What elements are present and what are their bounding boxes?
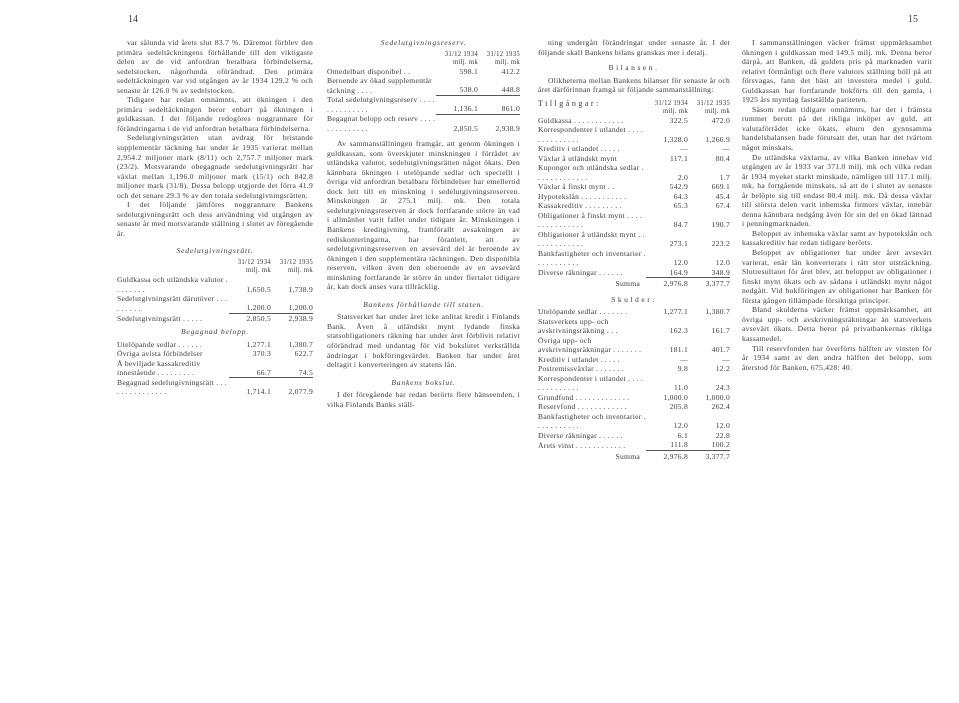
col1-head-a: 31/12 1934 — [237, 259, 271, 267]
table-row-value-a: 1,200.0 — [229, 294, 271, 313]
liability-row — [538, 402, 730, 412]
asset-row-label: Kreditiv i utlandet . . . . . — [538, 144, 620, 154]
liability-row-value-a: 1,000.0 — [663, 392, 688, 402]
asset-row — [538, 144, 730, 154]
asset-row-value-b: 190.7 — [711, 220, 730, 230]
liability-row — [538, 307, 730, 317]
liability-row — [538, 355, 730, 365]
column-3 — [538, 38, 730, 461]
table-row-label: Total sedelutgivningsreserv . . . . . . . . . . . . . . — [327, 95, 435, 114]
col2-unit-a: milj. mk — [452, 58, 478, 66]
asset-row-label: Bankfastigheter och inventarier . . . . . . . . . . . — [538, 248, 646, 268]
asset-row-value-b: 67.4 — [715, 201, 730, 211]
asset-row-label: Hypotekslån . . . . . . . . . . . — [538, 191, 627, 201]
liability-row-label: Kreditiv i utlandet . . . . . — [538, 354, 620, 364]
liability-row-value-b: 1,000.0 — [705, 392, 730, 402]
table-row-label: Sedelutgivningsrätt därutöver . . . . . . . . . — [117, 294, 228, 313]
asset-row-value-a: 542.9 — [669, 182, 688, 192]
asset-row-label: Växlar å finskt mynt . . — [538, 182, 615, 192]
asset-row-value-a: 12.0 — [673, 258, 688, 268]
table-row-value-a: 1,714.1 — [229, 378, 271, 397]
table-row — [327, 95, 520, 114]
table-row — [117, 359, 313, 378]
assets-unit-b: milj. mk — [704, 107, 730, 115]
table-row-value-b: 1,380.7 — [288, 339, 313, 349]
liability-row-label: Postremissväxlar . . . . . . . — [538, 364, 624, 374]
table-row — [327, 76, 520, 95]
liability-row-label: Utelöpande sedlar . . . . . . . — [538, 307, 628, 317]
col3-paragraphs — [538, 38, 730, 57]
asset-row-value-b: 12.0 — [715, 258, 730, 268]
asset-row-value-b: 472.0 — [711, 115, 730, 125]
table-row-value-b: 1,200.0 — [271, 294, 313, 313]
liab-sum-a: 2,976.8 — [646, 450, 688, 461]
liability-row-value-b: 12.2 — [715, 364, 730, 374]
col1-unit-b: milj. mk — [287, 267, 313, 275]
liability-row-value-a: 111.8 — [670, 440, 688, 450]
body-paragraph: Bland skulderna väcker främst uppmärksamhet, att övriga upp- och avskrivningsräkningar än statsverkets avsevärt ökats. Detta beror på privatbankernas riklíga kassamedel. — [742, 305, 932, 343]
liability-row — [538, 374, 730, 393]
liability-row-label: Grundfond . . . . . . . . . . . . . — [538, 392, 630, 402]
table-row-label: Guldkassa och utländska valutor . . . . . . . . — [117, 275, 228, 294]
asset-row-value-a: 65.3 — [673, 201, 688, 211]
liability-row — [538, 364, 730, 374]
table-row-value-b: 1,738.9 — [288, 284, 313, 294]
table-row — [117, 349, 313, 359]
table-row-label: Begagnad sedelutgivningsrätt . . . . . . . . . . . . . . . — [117, 377, 227, 397]
col2-table-title: Sedelutgivningsreserv. — [380, 38, 467, 47]
table-row-value-b: 448.8 — [478, 76, 520, 95]
col1-paragraphs — [117, 38, 313, 238]
liability-row-value-a: 181.1 — [669, 345, 688, 355]
liability-row-label: Årets vinst . . . . . . . . . . . . — [538, 440, 626, 450]
liabilities-table — [538, 307, 730, 461]
table-row — [117, 378, 313, 397]
liability-row-value-b: 1,380.7 — [705, 307, 730, 317]
liab-sum-label: Summa — [615, 451, 640, 461]
asset-row-value-b: 669.1 — [711, 182, 730, 192]
asset-row-value-a: — — [680, 144, 688, 154]
asset-row-value-b: 348.9 — [711, 267, 730, 277]
right-page-number: 15 — [908, 14, 918, 25]
col1-head-b: 31/12 1935 — [279, 259, 313, 267]
col1-table-title: Sedelutgivningsrätt. — [176, 246, 254, 256]
table-row-value-b: 74.5 — [271, 359, 313, 378]
asset-row — [538, 154, 730, 164]
body-paragraph: De utländska växlarna, av vilka Banken innehav vid utgången av år 1933 var 371.0 milj. mk och vilka redan år 1934 myeket starkt minskade, nämligen till 117.1 milj. mk, ha fortgående minskats, så att de i slutet av senaste år belöpte sig till endast 80.4 milj. mk. Då dessa växlar till största delen varit inhemska firmors växlar, innebär denna kännbara nedgång även för sin del en ökad lättnad i penningmarknaden. — [742, 152, 932, 229]
assets-title: Tillgångar: — [538, 98, 601, 108]
col2-table — [327, 51, 520, 134]
asset-row — [538, 211, 730, 230]
table-row-label: Utelöpande sedlar . . . . . . — [117, 339, 203, 349]
body-paragraph: I det följande jämföres noggrannare Bankens sedelutgivningsrätt och dess användning vid utgången av senaste år med motsvarande ställning i slutet av föregående år. — [117, 200, 313, 238]
body-paragraph: I sammanställningen väcker främst uppmärksamhet ökningen i guldkassan med 149.5 milj. mk. Denna beror därpå, att Banken, då guldets pris på marknaden varit relativt förmånligt och flere valutors ställning höll på att försvagas, fann det bäst att investera medel i guld. Guldkassan har fortfarande bokförts till den gamla, i 1925 års myntlag fastställda pariteten. — [742, 38, 932, 105]
body-paragraph: Till reservfonden har överförts hälften av vinsten för år 1934 samt av den andra hälften det belopp, som återstod för Banken, 675,428: 40. — [742, 343, 932, 372]
col1-table — [117, 259, 313, 323]
table-row-value-b: 2,938.9 — [271, 313, 313, 323]
liab-title: Skulder: — [611, 294, 657, 304]
table-row-value-a: 2,850.5 — [436, 114, 478, 133]
table-row-value-a: 2,850.5 — [229, 313, 271, 323]
asset-row — [538, 268, 730, 278]
liability-row — [538, 440, 730, 450]
liability-row-value-a: 11.0 — [673, 383, 688, 393]
table-row — [327, 114, 520, 133]
liab-sum-b: 3,377.7 — [688, 450, 730, 461]
liability-row — [538, 317, 730, 336]
asset-row-value-b: 1.7 — [719, 172, 730, 182]
liability-row-label: Reservfond . . . . . . . . . . . . — [538, 402, 628, 412]
liability-row-value-a: 1,277.1 — [663, 307, 688, 317]
assets-unit-a: milj. mk — [662, 107, 688, 115]
table-row-label: Beroende av ökad supplementär täckning . . . . — [327, 76, 432, 95]
liability-row — [538, 393, 730, 403]
table-row-value-a: 598.1 — [459, 66, 478, 76]
table-row — [117, 340, 313, 350]
body-paragraph: Statsverket har under året icke anlitat kredit i Finlands Bank. Även å utländskt mynt lydande finska statsobligationers räkning har under året förblivit relativt oförändrad med undantag för vid bokslutet verkställda ändringar i bokföringsvärdet. Banken har under året deltagit i konverteringen av statens lån. — [327, 312, 520, 370]
col3-heading-bilansen: Bilansen. — [608, 63, 660, 73]
table-row — [117, 294, 313, 313]
liability-row-label: Diverse räkningar . . . . . . — [538, 430, 623, 440]
asset-row-value-a: 322.5 — [669, 115, 688, 125]
asset-row-value-b: 223.2 — [711, 239, 730, 249]
asset-row-value-a: 117.1 — [669, 153, 688, 163]
liability-row-value-a: — — [680, 354, 688, 364]
col2-paragraphs-2 — [327, 312, 520, 369]
liability-row-value-b: 24.3 — [715, 383, 730, 393]
asset-row-label: Korrespondenter i utlandet . . . . . . . . . . . . . . — [538, 125, 644, 144]
body-paragraph: Av sammanställningen framgår, att genom ökningen i guldkassan, som överskjuter minskningen i förrådet av utländska valutor, sedelutgivningsrätten något ökats. Den kännbara ökningen i utelöpande sedlar och speciellt i övriga vid anfordran betalbara förbindelser har emellertid dock lett till en minskning i sedelutgivningsreserven. Minskningen är 275.1 milj. mk. Den totala sedelutgivningsreserven är dock fortfarande större än vad i allmänhet varit fallet under tidigare år. Minskningen i Bankens kreditgivning, framförallt avsakningen av rediskonteringarna, har föranlett, att av sedelutgivningsreserven en avsevärd del är beroende av ökningen i den supplementära täckningen. Den disponibla reserven, vilken även den oberoende av en avsevärd minskning fortfarande är större än under flertalet tidigare år, kan dock anses vara tillräcklig. — [327, 139, 520, 292]
asset-row-value-b: 80.4 — [715, 153, 730, 163]
col2-unit-b: milj. mk — [494, 58, 520, 66]
body-paragraph: I det föregående har redan berörts flere hänseenden, i vilka Finlands Banks ställ- — [327, 390, 520, 409]
body-paragraph: Såsom redan tidigare omnämnts, har det i främsta rummet berott på det rikliga inköpet av guld, att valutaförrådet icke ökats, ehuru den gynnsamma handelsbalansen hade förutsatt det, utan har det tvärtom något minskats. — [742, 104, 932, 153]
asset-row-label: Kassakreditiv . . . . . . . . . — [538, 201, 622, 211]
asset-row-value-a: 64.3 — [673, 191, 688, 201]
liability-row-value-b: 100.2 — [711, 440, 730, 450]
column-1 — [117, 38, 313, 397]
table-row-value-a: 370.3 — [252, 349, 271, 359]
assets-head-a: 31/12 1934 — [654, 99, 688, 107]
table-row — [117, 313, 313, 323]
table-row-label: Övriga avista förbindelser — [117, 349, 203, 359]
table-row-value-b: 2,938.9 — [478, 114, 520, 133]
asset-row-label: Diverse räkningar . . . . . . — [538, 268, 623, 278]
asset-row — [538, 163, 730, 182]
body-paragraph: Tidigare har redan omnämnts, att ökningen i den primära sedeltäckningen beror enbart på ökningen i guldkassan. I det följande redogöres noggrannare för förändringarna i de vid anfordran betalbara förbindelserna. — [117, 95, 313, 133]
table-row-label: Omedelbart disponibel . . — [327, 66, 411, 76]
liability-row-value-a: 9.8 — [677, 364, 688, 374]
table-row-value-a: 538.0 — [436, 76, 478, 95]
asset-row — [538, 230, 730, 249]
table-row-label: Sedelutgivningsrätt . . . . . — [117, 313, 203, 323]
liability-row-label: Korrespondenter i utlandet . . . . . . . . . . . . . . — [538, 373, 644, 393]
body-paragraph: ning undergått förändringar under senaste år. I det följande skall Bankens bilans granskas mer i detalj. — [538, 38, 730, 57]
table-row-label: Å beviljade kassakreditiv innestående . . . . . . . . . — [117, 358, 201, 378]
liability-row-label: Statsverkets upp- och avskrivningsräkning . . . — [538, 316, 618, 336]
body-paragraph: Beloppet av obligationer har under året avsevärt varierat, enär lån konverterats i rätt stor utsträckning. Slutresultatet för året blev, att beloppet av obligationer i finskt mynt ökats och av sådana i utländskt mynt något nedgått. Vid bokföringen av obligationer har Banken för första gången tillämpade försiktiga principer. — [742, 248, 932, 305]
col2-head-a: 31/12 1934 — [444, 50, 478, 58]
liability-row-value-b: 401.7 — [711, 345, 730, 355]
body-paragraph: Sedelutgivningsrätten utan avdrag för bristande supplementär täckning har under år 1935 varierat mellan 2,954.2 miljoner mark (8/11) och 2,757.7 miljoner mark (23/2). Motsvarande obegagnade sedelutgivningsrätt har växlat mellan 1,196.0 miljoner mark (15/1) och 842.8 miljoner mark (31/8). Dessa belopp utgjorde det förra 41.9 och det senare 29.3 % av den totala sedelutgivningsrätten. — [117, 133, 313, 200]
liability-row-value-a: 6.1 — [677, 430, 688, 440]
col1-sub-title: Begagnad belopp. — [180, 327, 250, 337]
asset-row-label: Guldkassa . . . . . . . . . . . . — [538, 115, 624, 125]
liability-row-value-b: — — [722, 354, 730, 364]
table-row-value-b: 412.2 — [501, 66, 520, 76]
table-row-value-a: 1,136.1 — [436, 95, 478, 114]
asset-row-value-b: 45.4 — [715, 191, 730, 201]
liability-row-value-a: 12.0 — [673, 421, 688, 431]
col2-heading-state: Bankens förhållande till staten. — [363, 299, 484, 309]
asset-row-value-a: 84.7 — [673, 220, 688, 230]
table-row-value-b: 861.0 — [478, 95, 520, 114]
col2-heading-bokslut: Bankens bokslut. — [391, 377, 456, 387]
table-row-value-a: 66.7 — [229, 359, 271, 378]
asset-row-value-a: 164.9 — [669, 267, 688, 277]
col2-paragraphs — [327, 139, 520, 292]
asset-row-value-a: 1,328.0 — [663, 134, 688, 144]
assets-sum-label: Summa — [615, 279, 640, 289]
body-paragraph: var sålunda vid årets slut 83.7 %. Däremot förblev den primära sedeltäckningens förhållande till den viktigaste delen av de vid anfordran betalbara förbindelserna, sedelstocken, någorlunda oförändrad. Den primära sedeltäckningen var vid utgången av år 1934 129.2 % och senaste år 126.0 % av sedelstocken. — [117, 38, 313, 95]
table-row — [117, 275, 313, 294]
table-row-value-b: 2,077.9 — [271, 378, 313, 397]
table-row — [327, 67, 520, 77]
column-4 — [742, 38, 932, 372]
asset-row — [538, 182, 730, 192]
asset-row — [538, 249, 730, 268]
asset-row-label: Växlar å utländskt mynt — [538, 153, 617, 163]
col3-paragraphs-2 — [538, 76, 730, 95]
asset-row-label: Obligationer å utländskt mynt . . . . . . . . . . . . . — [538, 229, 645, 249]
asset-row-label: Kuponger och utländska sedlar . . . . . . . . . . . . . — [538, 163, 644, 182]
asset-row-value-b: 1,266.9 — [705, 134, 730, 144]
table-row-value-a: 1,650.5 — [246, 284, 271, 294]
table-row-value-a: 1,277.1 — [246, 339, 271, 349]
asset-row — [538, 201, 730, 211]
liability-row-value-a: 205.8 — [669, 402, 688, 412]
asset-row-label: Obligationer å finskt mynt . . . . . . . . . . . . . . . — [538, 210, 643, 230]
assets-head-b: 31/12 1935 — [696, 99, 730, 107]
table-row-value-b: 622.7 — [294, 349, 313, 359]
liability-row-value-b: 22.8 — [715, 430, 730, 440]
liability-row-value-b: 12.0 — [715, 421, 730, 431]
table-row-label: Begagnat belopp och reserv . . . . . . . . . . . . . . — [327, 114, 436, 133]
body-paragraph: Beloppet av inhemska växlar samt av hypotekslån och kassakreditiv har redan tidigare berörts. — [742, 228, 932, 248]
liability-row — [538, 412, 730, 431]
asset-row-value-a: 2.0 — [677, 172, 688, 182]
assets-table — [538, 100, 730, 289]
assets-sum-a: 2,976.8 — [646, 278, 688, 289]
col1-table2 — [117, 340, 313, 397]
asset-row — [538, 192, 730, 202]
liability-row-value-b: 262.4 — [711, 402, 730, 412]
asset-row-value-a: 273.1 — [669, 239, 688, 249]
body-paragraph: Olikheterna mellan Bankens bilanser för senaste år och året därförinnan framgå ur följande sammanställning: — [538, 75, 730, 95]
col2-paragraphs-3 — [327, 390, 520, 409]
asset-row — [538, 116, 730, 126]
col4-paragraphs — [742, 38, 932, 372]
liability-row-value-a: 162.3 — [669, 326, 688, 336]
asset-row-value-b: — — [722, 144, 730, 154]
liability-row — [538, 336, 730, 355]
liability-row — [538, 431, 730, 441]
liability-row-value-b: 161.7 — [711, 326, 730, 336]
liability-row-label: Övriga upp- och avskrivningsräkningar . . . . . . . — [538, 335, 642, 355]
column-2 — [327, 38, 520, 409]
col2-head-b: 31/12 1935 — [486, 50, 520, 58]
asset-row — [538, 125, 730, 144]
liability-row-label: Bankfastigheter och inventarier . . . . . . . . . . . — [538, 411, 646, 431]
left-page-number: 14 — [128, 14, 138, 25]
assets-sum-b: 3,377.7 — [688, 278, 730, 289]
col1-unit-a: milj. mk — [245, 267, 271, 275]
